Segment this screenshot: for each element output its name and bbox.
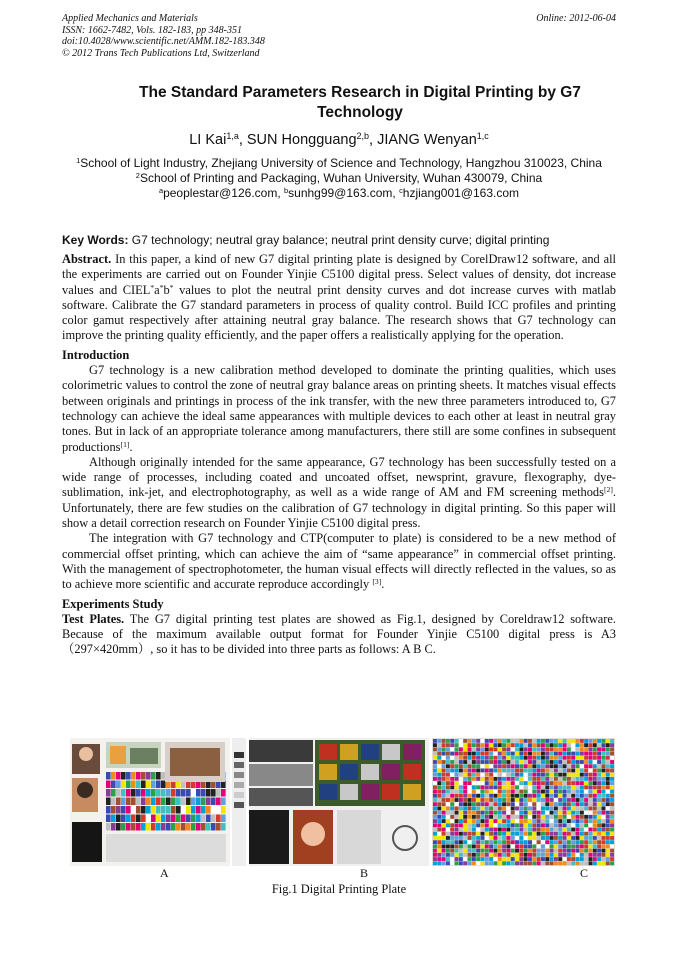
- keywords: [62, 233, 616, 247]
- email-link[interactable]: sunhg99@163.com,: [288, 186, 400, 200]
- email-sup: b: [284, 185, 289, 195]
- affiliation-text: School of Light Industry, Zhejiang University of Science and Technology, Hangzhou 310023, China: [80, 156, 602, 170]
- paragraph-text: G7 technology is a new calibration method developed to dominate the printing qualities, which uses colorimetric values to control the zone of neutral gray balance areas on printing sheets. It matches visual effects between originals and printings in process of the ink transfer, with the new three parameters introduced to, G7 technology can achieve the ideal same appearances with multiple devices to each other at least in neutral gray tones. But in lack of an appropriate tolerance among manufacturers, there still are some confines in subsequent productions: [62, 363, 616, 454]
- plate-b-image: [249, 738, 429, 866]
- author-sup: 1,c: [476, 131, 489, 142]
- citation[interactable]: [1]: [120, 439, 130, 449]
- email-link[interactable]: peoplestar@126.com,: [163, 186, 284, 200]
- plate-a-image: [70, 738, 230, 866]
- test-plates-label: Test Plates.: [62, 611, 125, 626]
- email-sup: c: [399, 185, 403, 195]
- abstract-text: In this paper, a kind of new G7 digital printing plate is designed by CorelDraw12 software, and all the experiments are carried out on Founder Yinjie C5100 digital press. Select values of density, dot increase values and CIEL: [62, 252, 616, 297]
- figure-label-c: C: [580, 866, 589, 880]
- journal-name: Applied Mechanics and Materials: [62, 13, 198, 24]
- doi-line[interactable]: doi:10.4028/www.scientific.net/AMM.182-183.348: [62, 36, 265, 47]
- intro-paragraph-3: The integration with G7 technology and CTP(computer to plate) is considered to be a new method of commercial offset printing, which can achieve the aim of “same appearance” in commercial offset printing. With the management of spectrophotometer, the human visual effects will directly reflected in the values, so as to achieve more scientific and accurate reproduce accordingly [3].: [62, 531, 616, 592]
- paper-body: [62, 252, 616, 658]
- paper-title: The Standard Parameters Research in Digital Printing by G7 Technology: [139, 84, 581, 121]
- journal-header: [62, 13, 616, 59]
- author-name: LI Kai: [189, 132, 227, 148]
- copyright-line: © 2012 Trans Tech Publications Ltd, Switzerland: [62, 47, 260, 59]
- email-link[interactable]: hzjiang001@163.com: [402, 186, 520, 200]
- affiliation-text: School of Printing and Packaging, Wuhan University, Wuhan 430079, China: [139, 171, 543, 185]
- experiments-paragraph: [62, 612, 616, 658]
- email-sup: a: [158, 185, 164, 195]
- paragraph-text: The integration with G7 technology and CTP(computer to plate) is considered to be a new method of commercial offset printing, which can achieve the aim of “same appearance” in commercial offset printing. With the management of spectrophotometer, the human visual effects will directly reflected in the values, so as to achieve more scientific and accurate reproduce accordingly: [62, 531, 616, 592]
- citation[interactable]: [2]: [603, 485, 613, 495]
- figure-label-b: B: [360, 866, 369, 880]
- intro-paragraph-1: G7 technology is a new calibration method developed to dominate the printing qualities, which uses colorimetric values to control the zone of neutral gray balance areas on printing sheets. It matches visual effects between originals and printings in process of the ink transfer, with the new three parameters introduced to, G7 technology can achieve the ideal same appearances with multiple devices to each other at least in neutral gray tones. But in lack of an appropriate tolerance among manufacturers, there still are some confines in subsequent productions[1].: [62, 363, 616, 454]
- figure-digital-printing-plate: [70, 738, 615, 868]
- cie-sup: *: [159, 282, 164, 292]
- abstract-label: Abstract.: [62, 252, 112, 266]
- figure-caption: Fig.1 Digital Printing Plate: [271, 882, 407, 896]
- affiliation-sup: 2: [135, 170, 140, 180]
- figure-label-a: A: [160, 866, 169, 880]
- citation[interactable]: [3]: [372, 577, 382, 587]
- affiliation-2: [62, 171, 616, 186]
- section-heading-introduction: Introduction: [62, 347, 130, 362]
- online-date: Online: 2012-06-04: [536, 13, 616, 24]
- author-sup: 1,a: [226, 131, 239, 142]
- figure-panel-labels: [0, 866, 678, 882]
- cie-sup: *: [169, 282, 174, 292]
- cie-sup: *: [150, 282, 155, 292]
- paragraph-text: Although originally intended for the same appearance, G7 technology has been successfully tested on a wide range of processes, including coated and uncoated offset, newsprint, gravure, flexography, dye-sublimation, ink-jet, and electrophotography, as well as a wide range of AM and FM screening methods: [62, 454, 616, 500]
- section-heading-experiments: Experiments Study: [62, 596, 164, 611]
- intro-paragraph-2: [62, 455, 616, 531]
- affiliations: [62, 156, 616, 201]
- plate-c-image: [432, 738, 615, 866]
- plate-a-strip: [232, 738, 246, 866]
- author-name: JIANG Wenyan: [377, 132, 477, 148]
- email-line: [62, 186, 616, 201]
- abstract: Abstract. In this paper, a kind of new G7 digital printing plate is designed by CorelDraw12 software, and all the experiments are carried out on Founder Yinjie C5100 digital press. Select values of density, dot increase values and CIEL*a*b* values to plot the neutral print density curves and dot increase curves with matlab software. Calibrate the G7 standard parameters in process of quality control. Build ICC profiles and printing color gamut respectively after attaining neutral gray balance. The research shows that G7 technology can improve the printing quality efficiently, and the paper offers a realistically applying for the operation.: [62, 252, 616, 343]
- issn-line: ISSN: 1662-7482, Vols. 182-183, pp 348-351: [62, 24, 242, 36]
- paragraph-text: . Unfortunately, there are few studies on the calibration of G7 technology in digital printing. So this paper will show a detail correction research on Founder Yinjie C5100 digital press.: [62, 485, 616, 531]
- paragraph-text: The G7 digital printing test plates are showed as Fig.1, designed by Coreldraw12 software. Because of the maximum available output format for Founder Yinjie C5100 digital press is A3（297×420mm）, so it has to be divided into three parts as follows: A B C.: [62, 611, 616, 657]
- author-list: LI Kai$^{1,a}$, SUN Hongguang$^{2,b}$, JIANG Wenyan$^{1,c}$: [189, 131, 489, 148]
- keywords-text: G7 technology; neutral gray balance; neutral print density curve; digital printing: [128, 233, 550, 247]
- affiliation-sup: 1: [76, 155, 81, 165]
- author-sup: 2,b: [356, 131, 370, 142]
- author-name: SUN Hongguang: [246, 132, 357, 148]
- abstract-text-cont: values to plot the neutral print density curves and dot increase curves with matlab software. Calibrate the G7 standard parameters in process of quality control. Build ICC profiles and printing color gamut respectively after attaining neutral gray balance. The research shows that G7 technology can improve the printing quality efficiently, and the paper offers a realistically applying for the operation.: [62, 282, 616, 343]
- affiliation-1: [62, 156, 616, 171]
- keywords-label: Key Words:: [62, 233, 129, 247]
